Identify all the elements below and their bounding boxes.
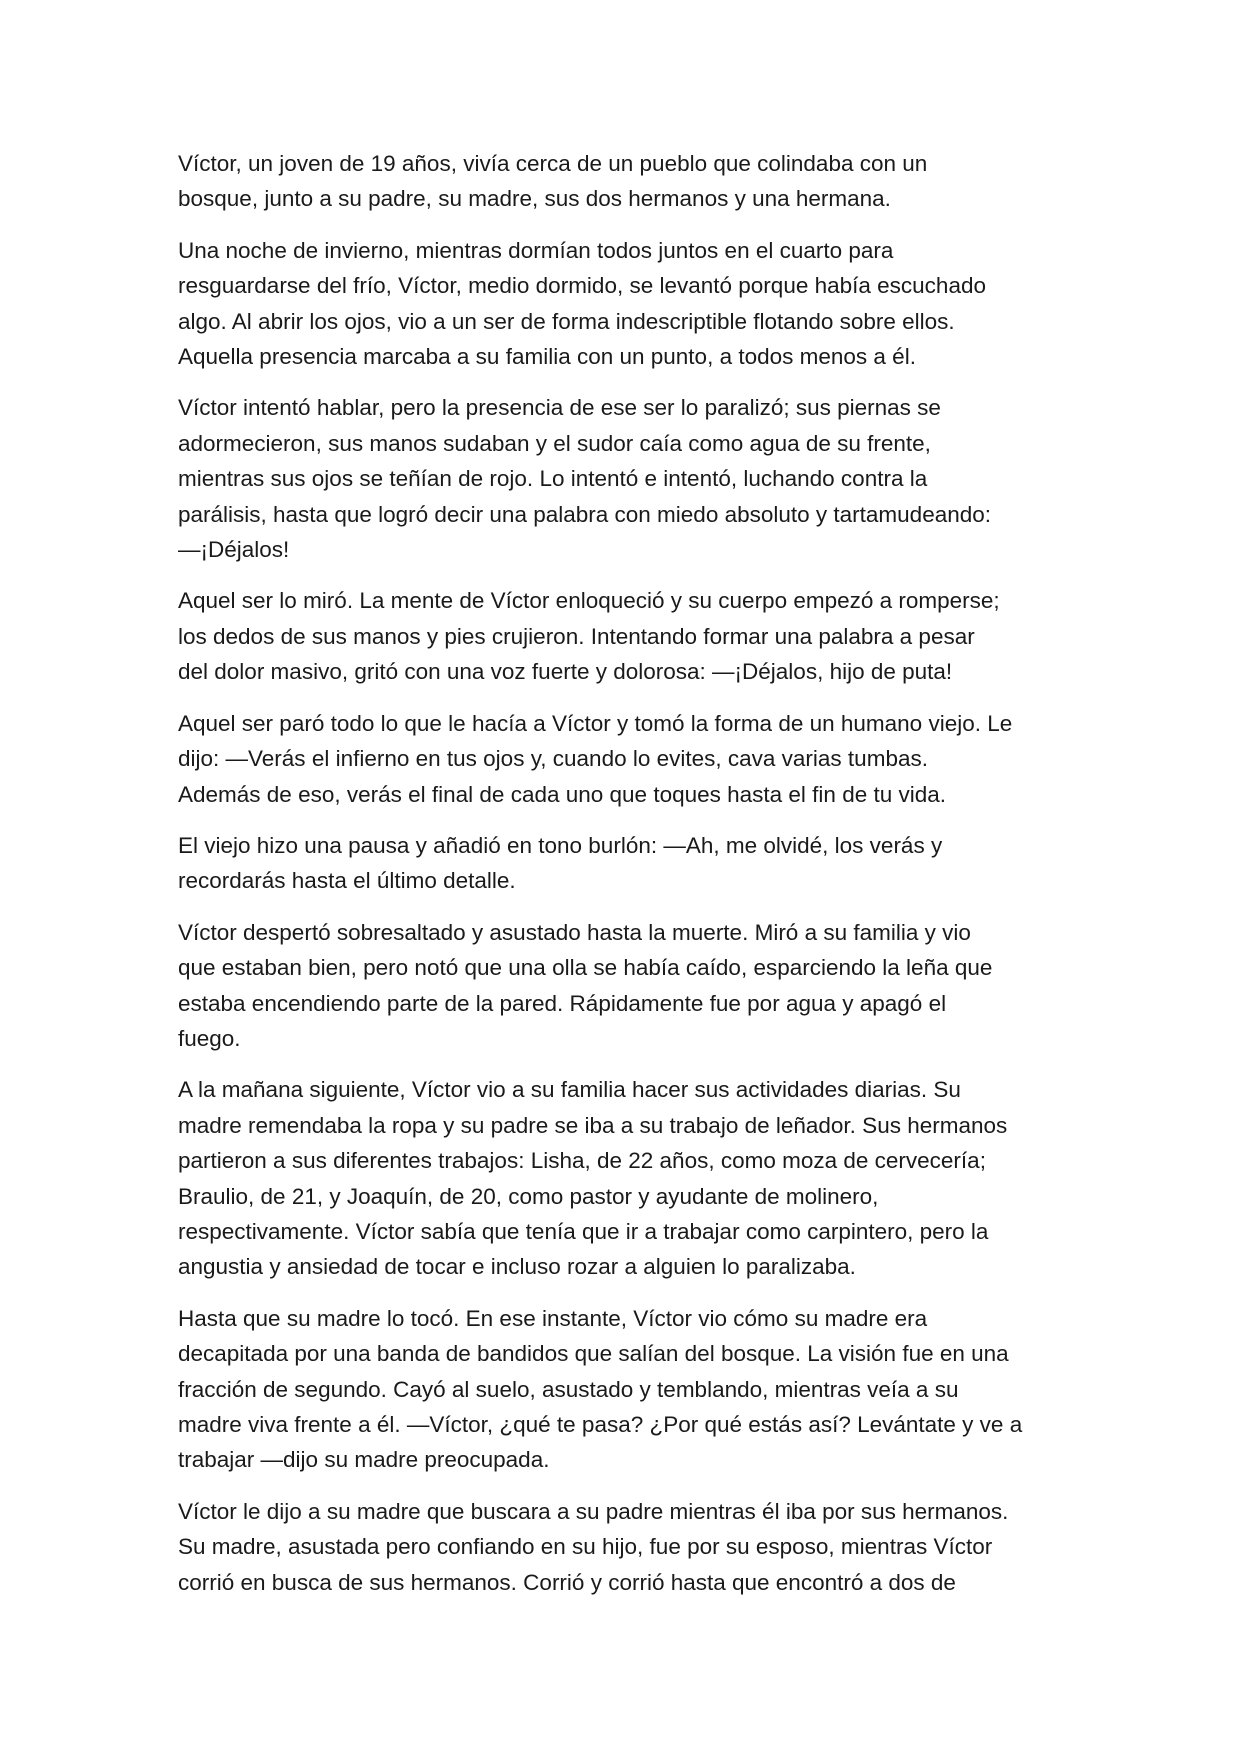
paragraph-9 [178,1301,1084,1478]
text-line: decapitada por una banda de bandidos que salían del bosque. La visión fue en una [178,1341,1009,1367]
text-line: Braulio, de 21, y Joaquín, de 20, como pastor y ayudante de molinero, [178,1183,879,1209]
text-line: bosque, junto a su padre, su madre, sus dos hermanos y una hermana. [178,186,891,212]
text-line: Víctor despertó sobresaltado y asustado hasta la muerte. Miró a su familia y vio [178,919,971,945]
text-line: parálisis, hasta que logró decir una palabra con miedo absoluto y tartamudeando: [178,501,992,527]
text-line: que estaban bien, pero notó que una olla se había caído, esparciendo la leña que [178,955,993,981]
text-line: Víctor, un joven de 19 años, vivía cerca de un pueblo que colindaba con un [178,151,928,176]
text-line: respectivamente. Víctor sabía que tenía que ir a trabajar como carpintero, pero la [178,1218,989,1244]
text-line: algo. Al abrir los ojos, vio a un ser de forma indescriptible flotando sobre ellos. [178,308,955,334]
text-line: mientras sus ojos se teñían de rojo. Lo intentó e intentó, luchando contra la [178,466,928,492]
text-line: Una noche de invierno, mientras dormían todos juntos en el cuarto para [178,237,894,263]
paragraph-10 [178,1494,1084,1600]
paragraph-3 [178,390,1084,567]
text-line: angustia y ansiedad de tocar e incluso rozar a alguien lo paralizaba. [178,1254,856,1280]
text-line: resguardarse del frío, Víctor, medio dormido, se levantó porque había escuchado [178,273,986,299]
paragraph-1 [178,146,1084,217]
text-line: adormecieron, sus manos sudaban y el sudor caía como agua de su frente, [178,430,931,456]
text-line: Aquel ser lo miró. La mente de Víctor enloqueció y su cuerpo empezó a romperse; [178,588,1000,614]
paragraph-4 [178,583,1084,689]
text-line: corrió en busca de sus hermanos. Corrió y corrió hasta que encontró a dos de [178,1569,956,1595]
text-line: Víctor le dijo a su madre que buscara a su padre mientras él iba por sus hermanos. [178,1498,1009,1524]
text-line: Además de eso, verás el final de cada uno que toques hasta el fin de tu vida. [178,781,947,807]
text-line: —¡Déjalos! [178,537,290,563]
text-line: Su madre, asustada pero confiando en su hijo, fue por su esposo, mientras Víctor [178,1534,993,1560]
text-line: Aquel ser paró todo lo que le hacía a Víctor y tomó la forma de un humano viejo. Le [178,710,1013,736]
text-line: Hasta que su madre lo tocó. En ese instante, Víctor vio cómo su madre era [178,1305,928,1331]
text-line: dijo: —Verás el infierno en tus ojos y, cuando lo evites, cava varias tumbas. [178,746,928,772]
text-line: los dedos de sus manos y pies crujieron. Intentando formar una palabra a pesar [178,623,975,649]
text-line: trabajar —dijo su madre preocupada. [178,1447,550,1473]
paragraph-5 [178,706,1084,812]
text-line: Víctor intentó hablar, pero la presencia de ese ser lo paralizó; sus piernas se [178,395,941,421]
text-line: fracción de segundo. Cayó al suelo, asustado y temblando, mientras veía a su [178,1376,959,1402]
text-line: madre viva frente a él. —Víctor, ¿qué te pasa? ¿Por qué estás así? Levántate y ve a [178,1412,1023,1437]
text-line: recordarás hasta el último detalle. [178,868,516,894]
text-line: partieron a sus diferentes trabajos: Lisha, de 22 años, como moza de cervecería; [178,1148,986,1174]
text-line: fuego. [178,1025,241,1051]
body-text [178,146,1084,1616]
text-line: A la mañana siguiente, Víctor vio a su familia hacer sus actividades diarias. Su [178,1077,961,1103]
paragraph-6 [178,828,1084,899]
text-line: del dolor masivo, gritó con una voz fuerte y dolorosa: —¡Déjalos, hijo de puta! [178,659,953,685]
text-line: madre remendaba la ropa y su padre se iba a su trabajo de leñador. Sus hermanos [178,1112,1008,1138]
paragraph-7 [178,915,1084,1057]
text-line: El viejo hizo una pausa y añadió en tono burlón: —Ah, me olvidé, los verás y [178,832,943,858]
paragraph-8 [178,1072,1084,1284]
paragraph-2 [178,233,1084,375]
text-line: estaba encendiendo parte de la pared. Rápidamente fue por agua y apagó el [178,990,947,1016]
text-line: Aquella presencia marcaba a su familia con un punto, a todos menos a él. [178,344,916,370]
